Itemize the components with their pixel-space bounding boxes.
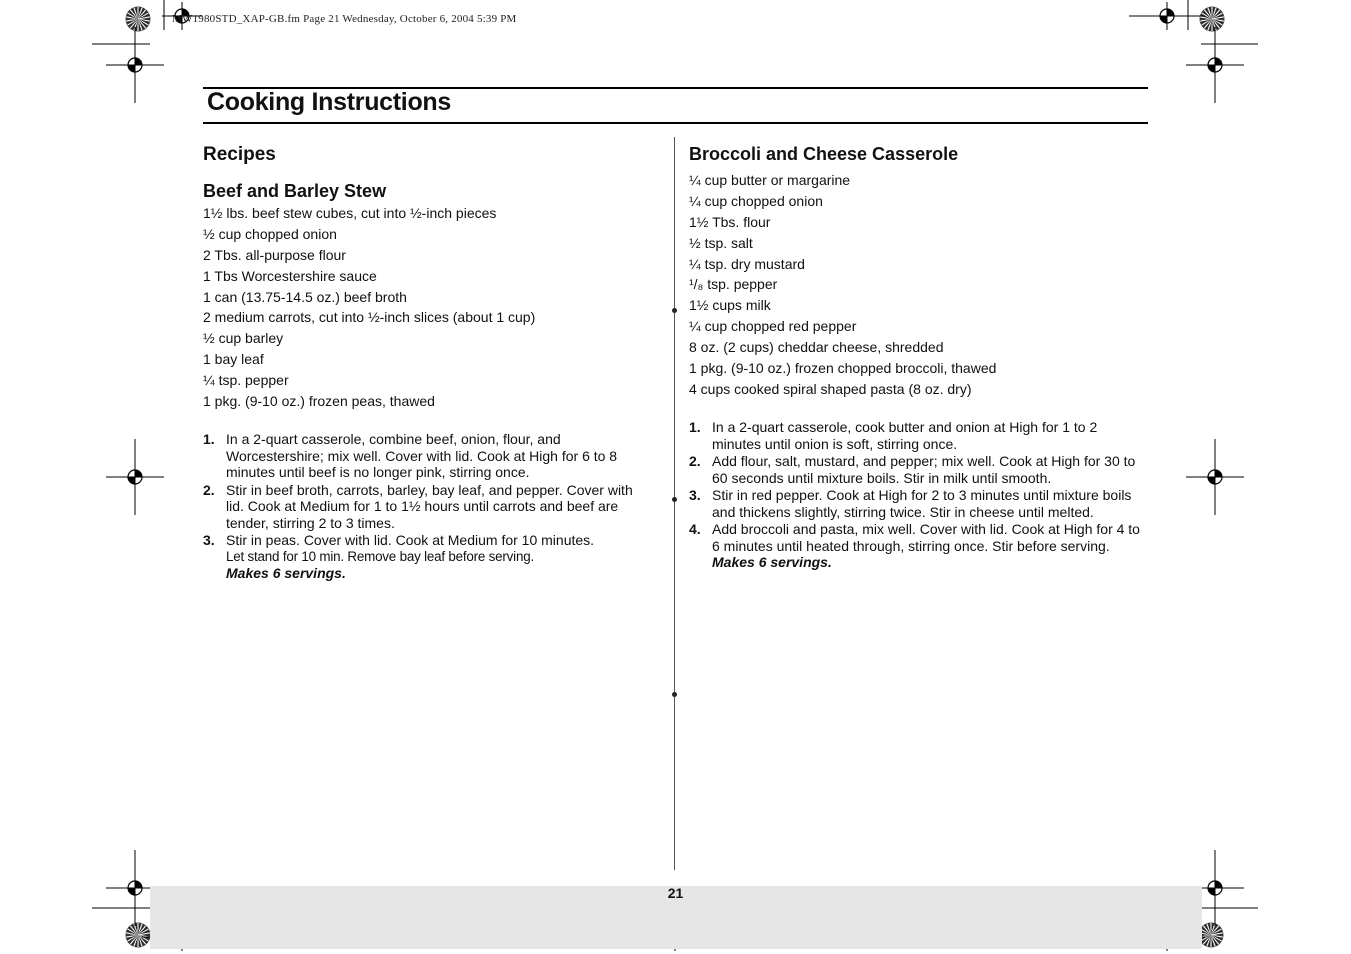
ingredient-item: ¼ tsp. dry mustard [689, 255, 805, 272]
ingredient-item: 8 oz. (2 cups) cheddar cheese, shredded [689, 339, 944, 356]
step-extra-text: Let stand for 10 min. Remove bay leaf before serving. [226, 548, 534, 564]
step-text: Stir in beef broth, carrots, barley, bay leaf, and pepper. Cover with lid. Cook at Medium for 1 to 1½ hours until carrots and beef are tender, stirring 2 to 3 times. [226, 481, 633, 531]
step-number: 3. [203, 532, 215, 548]
servings-note: Makes 6 servings. [712, 554, 832, 570]
step-item [689, 419, 1148, 452]
ingredient-item: 1 Tbs Worcestershire sauce [203, 267, 377, 284]
ingredient-item: ¼ cup chopped onion [689, 192, 823, 209]
ingredient-item: ¼ tsp. pepper [203, 372, 289, 389]
step-item [203, 532, 653, 582]
step-number: 3. [689, 487, 701, 503]
step-text: Stir in peas. Cover with lid. Cook at Medium for 10 minutes. [226, 532, 595, 548]
ingredient-item: 1 pkg. (9-10 oz.) frozen peas, thawed [203, 393, 435, 410]
step-item [203, 431, 653, 481]
ingredient-item: ¼ cup butter or margarine [689, 172, 851, 188]
print-info: MW1980STD_XAP-GB.fm Page 21 Wednesday, October 6, 2004 5:39 PM [172, 13, 517, 25]
bullet-dot [672, 497, 677, 502]
title-bottom-rule [203, 122, 1148, 124]
ingredient-item: ½ tsp. salt [689, 234, 753, 251]
step-item [689, 487, 1148, 520]
step-text: Add flour, salt, mustard, and pepper; mix well. Cook at High for 30 to 60 seconds until mixture boils. Stir in milk until smooth. [712, 453, 1136, 486]
page-number: 21 [667, 885, 684, 901]
step-text: Stir in red pepper. Cook at High for 2 to 3 minutes until mixture boils and thickens slightly, stirring twice. Stir in cheese until melted. [712, 487, 1132, 520]
section-heading: Recipes [203, 144, 276, 165]
step-item [203, 482, 653, 532]
step-number: 1. [689, 419, 701, 435]
steps-broccoli [689, 419, 1148, 572]
ingredients-beef [203, 203, 535, 412]
bullet-dot [672, 692, 677, 697]
recipe-title-broccoli: Broccoli and Cheese Casserole [689, 144, 959, 164]
step-text: In a 2-quart casserole, combine beef, onion, flour, and Worcestershire; mix well. Cover with lid. Cook at High for 6 to 8 minutes until beef is no longer pink, stirring once. [226, 431, 618, 480]
ingredient-item: 1 pkg. (9-10 oz.) frozen chopped broccoli, thawed [689, 360, 997, 377]
ingredient-item: 2 Tbs. all-purpose flour [203, 246, 346, 263]
step-text: Add broccoli and pasta, mix well. Cover with lid. Cook at High for 4 to 6 minutes until heated through, stirring once. Stir before serving. [712, 521, 1140, 554]
ingredient-item: 1 can (13.75-14.5 oz.) beef broth [203, 288, 407, 305]
column-divider [674, 137, 675, 870]
page-title: Cooking Instructions [207, 88, 452, 116]
step-item [689, 453, 1148, 486]
ingredients-broccoli [689, 170, 996, 400]
ingredient-item: ½ cup barley [203, 330, 284, 347]
ingredient-item: 4 cups cooked spiral shaped pasta (8 oz. dry) [689, 380, 972, 397]
servings-note: Makes 6 servings. [226, 565, 346, 581]
step-text: In a 2-quart casserole, cook butter and onion at High for 1 to 2 minutes until onion is soft, stirring once. [712, 419, 1098, 452]
ingredient-item: 1½ Tbs. flour [689, 213, 771, 230]
ingredient-item: 1 bay leaf [203, 351, 264, 368]
ingredient-item: 1½ lbs. beef stew cubes, cut into ½-inch pieces [203, 205, 497, 221]
step-item [689, 521, 1148, 571]
ingredient-item: 2 medium carrots, cut into ½-inch slices (about 1 cup) [203, 309, 536, 326]
ingredient-item: ¼ cup chopped red pepper [689, 318, 857, 335]
step-number: 1. [203, 431, 215, 447]
step-number: 2. [203, 481, 215, 498]
ingredient-item: ½ cup chopped onion [203, 225, 337, 242]
steps-beef [203, 431, 653, 583]
step-number: 4. [689, 521, 701, 537]
ingredient-item: 1½ cups milk [689, 297, 771, 314]
bullet-dot [672, 308, 677, 313]
ingredient-item: ¹/₈ tsp. pepper [689, 276, 778, 293]
recipe-title-beef: Beef and Barley Stew [203, 181, 387, 201]
step-number: 2. [689, 453, 701, 469]
